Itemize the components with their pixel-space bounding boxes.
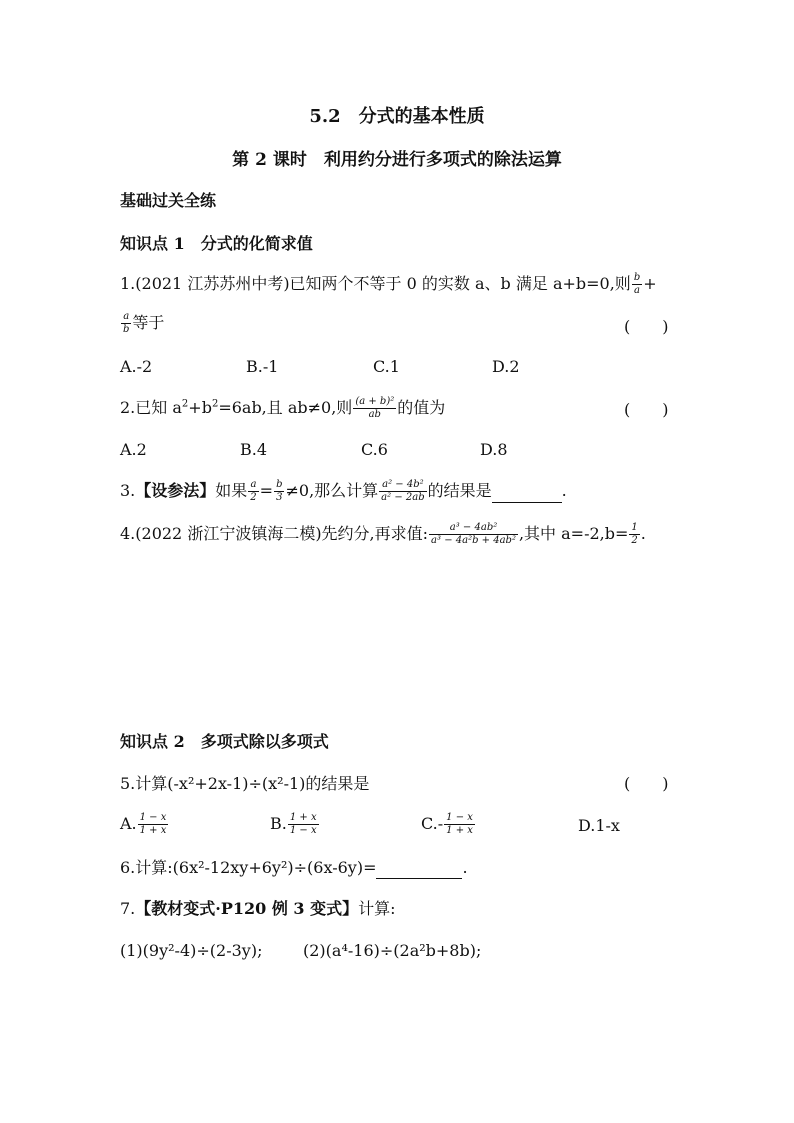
textbook-variant-tag: 【教材变式·P120 例 3 变式】 xyxy=(135,899,359,918)
q1-option-d[interactable]: D.2 xyxy=(492,357,520,376)
page-title: 5.2 分式的基本性质 xyxy=(309,106,485,127)
q2-option-c[interactable]: C.6 xyxy=(361,440,388,459)
q5-option-a[interactable]: A. $\frac{1 - x}{1 + x}$ xyxy=(120,812,167,836)
answer-blank-q6[interactable] xyxy=(376,862,462,879)
q1-option-a[interactable]: A.-2 xyxy=(120,357,153,376)
question-7-part-1: (1)(9y²-4)÷(2-3y); xyxy=(120,941,263,960)
q2-option-d[interactable]: D.8 xyxy=(480,440,508,459)
lesson-subtitle: 第 2 课时 利用约分进行多项式的除法运算 xyxy=(232,150,562,170)
q2-option-a[interactable]: A.2 xyxy=(120,440,147,459)
question-7: 7.【教材变式·P120 例 3 变式】计算: xyxy=(120,899,396,918)
question-4: 4.(2022 浙江宁波镇海二模)先约分,再求值: $\frac{\text{a³ − 4ab²}}{\text{a³ − 4a²b + 4ab²}}$ ,其中 a=-2,b= $\frac{1}{2}$ . xyxy=(120,522,646,546)
knowledge-point-1: 知识点 1 分式的化简求值 xyxy=(120,234,313,253)
section-heading: 基础过关全练 xyxy=(120,191,217,210)
question-2: 2.已知 $a^2+b^2=6ab$,且 ab≠0,则 $\frac{\text{(a + b)²}}{ab}$ 的值为 xyxy=(120,396,446,420)
q1-option-b[interactable]: B.-1 xyxy=(246,357,279,376)
q5-option-c[interactable]: C.- $\frac{1 - x}{1 + x}$ xyxy=(421,812,473,836)
q1-option-c[interactable]: C.1 xyxy=(373,357,400,376)
answer-paren-q1[interactable]: ( ) xyxy=(624,317,669,336)
method-tag: 【设参法】 xyxy=(135,481,216,500)
answer-paren-q5[interactable]: ( ) xyxy=(624,774,669,793)
question-1-text: 1.(2021 江苏苏州中考)已知两个不等于 0 的实数 a、b 满足 a+b=0,则 xyxy=(120,274,631,293)
question-1: 1.(2021 江苏苏州中考)已知两个不等于 0 的实数 a、b 满足 a+b=0,则 $\frac{b}{a}$ + xyxy=(120,272,657,296)
answer-blank-q3[interactable] xyxy=(492,486,562,503)
q5-option-b[interactable]: B. $\frac{1 + x}{1 - x}$ xyxy=(270,812,317,836)
question-1-cont: $\frac{a}{b}$ 等于 xyxy=(123,311,165,335)
question-6: 6.计算:(6x²-12xy+6y²)÷(6x-6y)= . xyxy=(120,858,468,877)
question-3: 3.【设参法】如果 $\frac{a}{2}$ = $\frac{b}{3}$ ≠0,那么计算 $\frac{\text{a² − 4b²}}{\text{a² − 2ab}}$ 的结果是 . xyxy=(120,479,567,503)
fraction-b-over-a: $\frac{b}{a}$ xyxy=(633,272,641,296)
fraction-a-plus-b-sq-over-ab: $\frac{\text{(a + b)²}}{ab}$ xyxy=(355,396,395,420)
knowledge-point-2: 知识点 2 多项式除以多项式 xyxy=(120,732,329,751)
q2-option-b[interactable]: B.4 xyxy=(240,440,268,459)
question-7-part-2: (2)(a⁴-16)÷(2a²b+8b); xyxy=(303,941,482,960)
question-5: 5.计算(-x²+2x-1)÷(x²-1)的结果是 xyxy=(120,774,370,793)
fraction-a-over-b: $\frac{a}{b}$ xyxy=(123,311,130,335)
answer-paren-q2[interactable]: ( ) xyxy=(624,400,669,419)
q5-option-d[interactable]: D.1-x xyxy=(578,816,620,835)
